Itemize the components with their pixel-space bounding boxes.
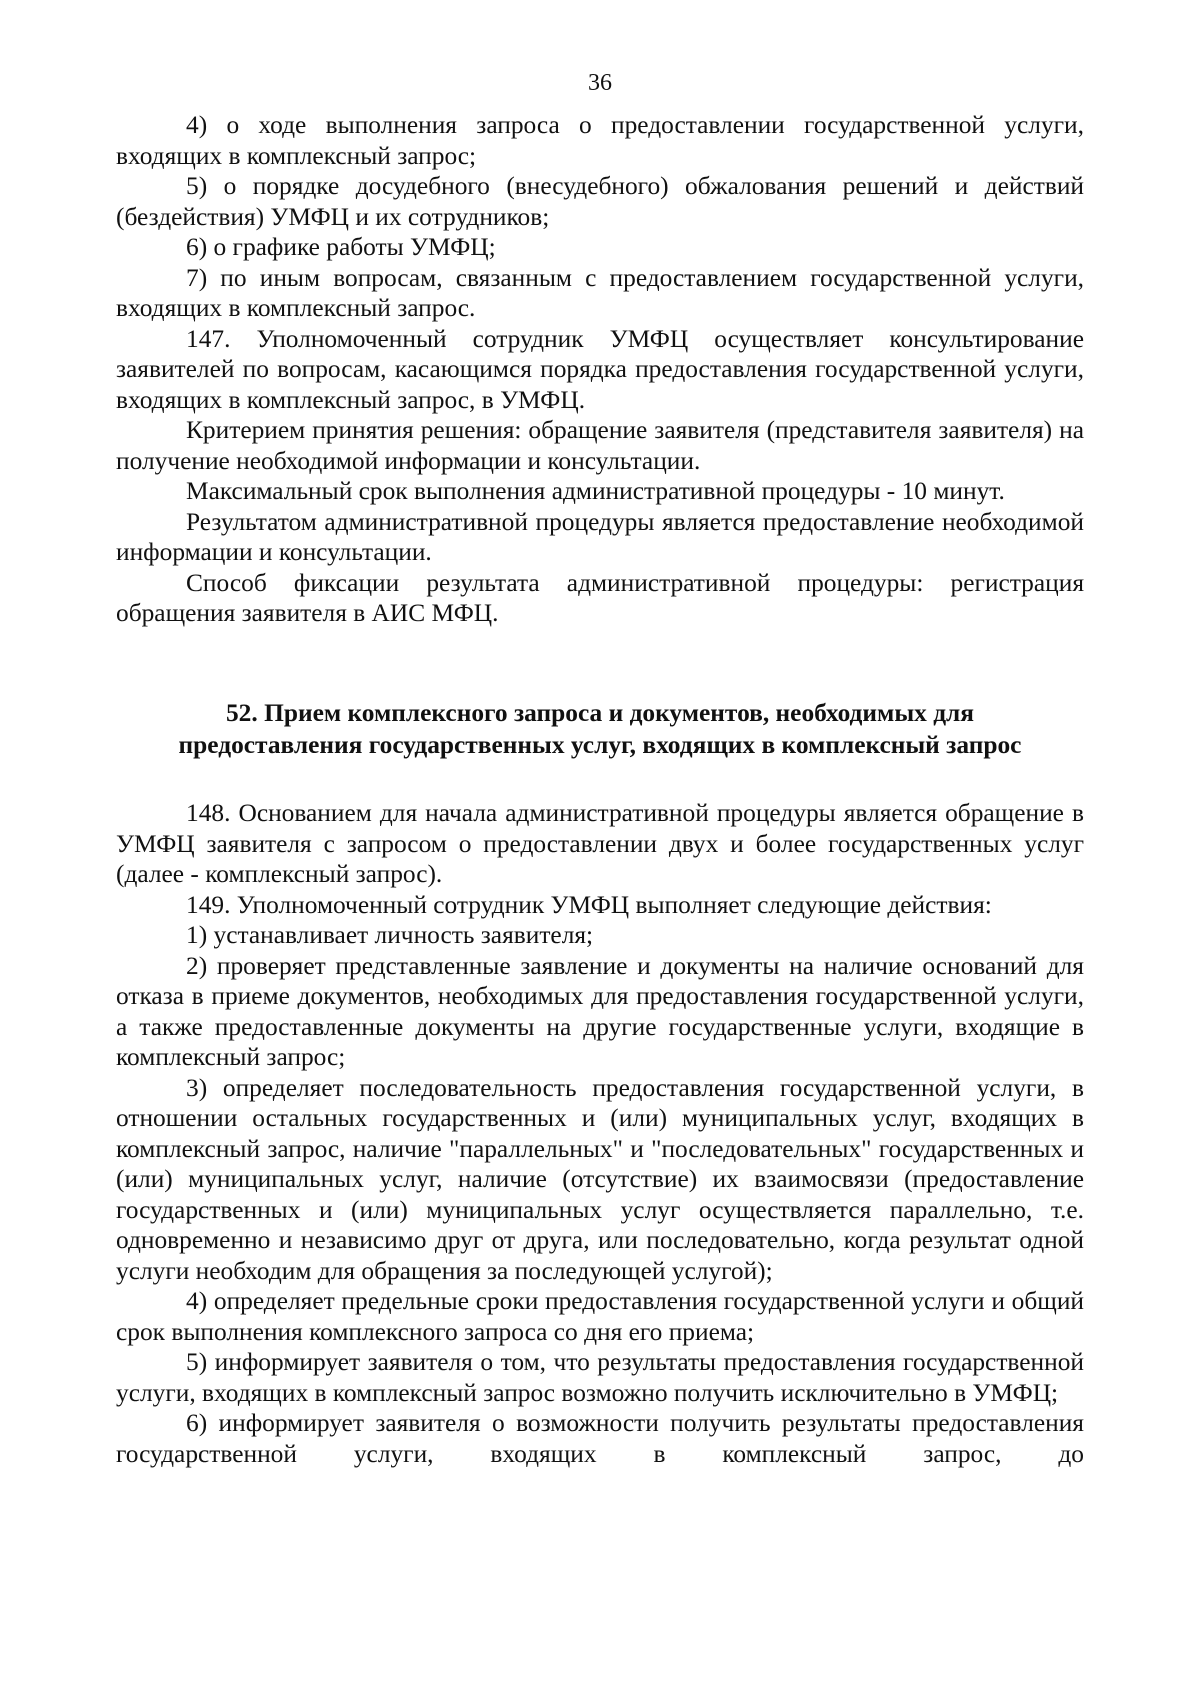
section-heading: 52. Прием комплексного запроса и документов, необходимых для предоставления государственных услуг, входящих в комплексный запрос bbox=[178, 699, 1022, 759]
paragraph: 7) по иным вопросам, связанным с предоставлением государственной услуги, входящих в комплексный запрос. bbox=[116, 263, 1084, 322]
paragraph: Результатом административной процедуры является предоставление необходимой информации и консультации. bbox=[116, 507, 1084, 566]
paragraphs-top bbox=[116, 110, 1084, 629]
paragraph: Максимальный срок выполнения административной процедуры - 10 минут. bbox=[186, 477, 1005, 505]
paragraph: 148. Основанием для начала административной процедуры является обращение в УМФЦ заявителя с запросом о предоставлении двух и более государственных услуг (далее - комплексный запрос). bbox=[116, 799, 1084, 888]
paragraph: 4) о ходе выполнения запроса о предоставлении государственной услуги, входящих в комплексный запрос; bbox=[116, 111, 1084, 170]
paragraph: Критерием принятия решения: обращение заявителя (представителя заявителя) на получение необходимой информации и консультации. bbox=[116, 416, 1084, 475]
paragraph: 149. Уполномоченный сотрудник УМФЦ выполняет следующие действия: bbox=[186, 890, 992, 919]
paragraph: 1) устанавливает личность заявителя; bbox=[186, 921, 594, 949]
paragraph: 2) проверяет представленные заявление и документы на наличие оснований для отказа в приеме документов, необходимых для предоставления государственной услуги, а также предоставленные документы на другие государственные услуги, входящие в комплексный запрос; bbox=[116, 951, 1084, 1071]
paragraph: 6) о графике работы УМФЦ; bbox=[186, 233, 496, 261]
paragraph: 6) информирует заявителя о возможности получить результаты предоставления государственной услуги, входящих в комплексный запрос, до bbox=[116, 1409, 1084, 1468]
paragraphs-bottom bbox=[116, 798, 1084, 1469]
paragraph: Способ фиксации результата административной процедуры: регистрация обращения заявителя в АИС МФЦ. bbox=[116, 568, 1084, 627]
paragraph: 5) о порядке досудебного (внесудебного) обжалования решений и действий (бездействия) УМФЦ и их сотрудников; bbox=[116, 172, 1084, 231]
paragraph: 3) определяет последовательность предоставления государственной услуги, в отношении остальных государственных и (или) муниципальных услуг, входящих в комплексный запрос, наличие "параллельных" и "последовательных" государственных и (или) муниципальных услуг, наличие (отсутствие) их взаимосвязи (предоставление государственных и (или) муниципальных услуг осуществляется параллельно, т.е. одновременно и независимо друг от друга, или последовательно, когда результат одной услуги необходим для обращения за последующей услугой); bbox=[116, 1073, 1084, 1285]
paragraph: 147. Уполномоченный сотрудник УМФЦ осуществляет консультирование заявителей по вопросам, касающимся порядка предоставления государственной услуги, входящих в комплексный запрос, в УМФЦ. bbox=[116, 324, 1084, 414]
paragraph: 4) определяет предельные сроки предоставления государственной услуги и общий срок выполнения комплексного запроса со дня его приема; bbox=[116, 1287, 1084, 1346]
page-number: 36 bbox=[588, 70, 612, 96]
paragraph: 5) информирует заявителя о том, что результаты предоставления государственной услуги, входящих в комплексный запрос возможно получить исключительно в УМФЦ; bbox=[116, 1348, 1084, 1407]
